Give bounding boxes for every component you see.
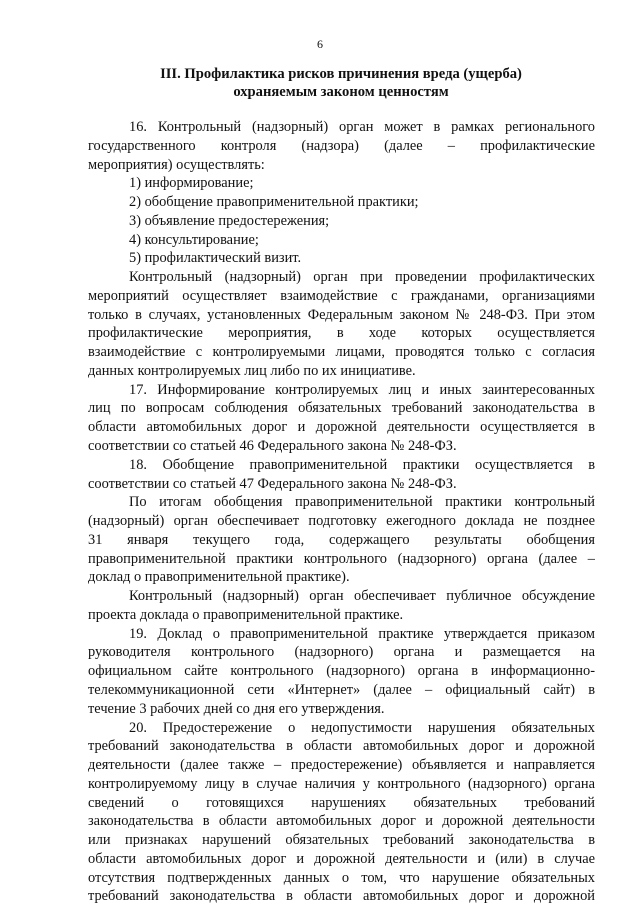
text-line: 19. Доклад о правоприменительной практике утверждается приказом	[129, 625, 595, 642]
text-line: 4) консультирование;	[129, 231, 259, 248]
text-line: 5) профилактический визит.	[129, 250, 302, 267]
text-line: 18. Обобщение правоприменительной практики осуществляется в	[129, 456, 595, 473]
text-line: профилактические мероприятия, в ходе которых осуществляется	[88, 325, 595, 342]
text-line: требований законодательства в области автомобильных дорог и дорожной	[88, 738, 595, 755]
page-number: 6	[317, 37, 323, 51]
text-line: соответствии со статьей 47 Федерального закона № 248-ФЗ.	[88, 475, 457, 492]
text-line: лиц по вопросам соблюдения обязательных требований законодательства в	[88, 400, 595, 417]
text-line: правоприменительной практики контрольного (надзорного) органа (далее –	[88, 550, 595, 567]
text-line: течение 3 рабочих дней со дня его утверждения.	[88, 700, 385, 717]
text-line: 31 января текущего года, содержащего результаты обобщения	[88, 531, 595, 548]
text-line: 16. Контрольный (надзорный) орган может в рамках регионального	[129, 119, 595, 135]
text-line: руководителя контрольного (надзорного) органа и размещается на	[88, 644, 595, 661]
text-line: законодательства в области автомобильных дорог и дорожной деятельности	[88, 813, 595, 830]
text-line: отсутствия подтвержденных данных о том, что нарушение обязательных	[88, 869, 595, 886]
text-line: 20. Предостережение о недопустимости нарушения обязательных	[129, 719, 595, 736]
text-line: или признаках нарушений обязательных требований законодательства в	[88, 832, 595, 849]
text-line: (надзорный) орган обеспечивает подготовку ежегодного доклада не позднее	[88, 513, 595, 530]
text-line: данных контролируемых лиц либо по их инициативе.	[88, 362, 416, 379]
text-line: официальном сайте контрольного (надзорного) органа в информационно-	[88, 663, 595, 680]
text-line: взаимодействие с контролируемыми лицами, проводятся только с согласия	[88, 344, 595, 361]
document-body	[88, 118, 595, 906]
text-line: требований законодательства в области автомобильных дорог и дорожной	[88, 888, 595, 905]
text-line: сведений о готовящихся нарушениях обязательных требований	[88, 794, 595, 811]
text-line: соответствии со статьей 46 Федерального закона № 248-ФЗ.	[88, 438, 457, 455]
text-line: проекта доклада о правоприменительной практике.	[88, 606, 404, 623]
text-line: 3) объявление предостережения;	[129, 212, 330, 229]
text-line: 1) информирование;	[129, 175, 254, 192]
text-line: телекоммуникационной сети «Интернет» (далее – официальный сайт) в	[88, 681, 595, 698]
text-line: области автомобильных дорог и дорожной деятельности и (или) в случае	[88, 850, 595, 867]
text-line: мероприятия) осуществлять:	[88, 156, 265, 173]
text-line: мероприятий осуществляет взаимодействие с гражданами, организациями	[88, 287, 595, 304]
text-line: доклад о правоприменительной практике).	[88, 569, 350, 586]
text-line: контролируемому лицу в случае наличия у контрольного (надзорного) органа	[88, 775, 595, 792]
text-line: По итогам обобщения правоприменительной практики контрольный	[129, 494, 595, 511]
section-heading-line-1: III. Профилактика рисков причинения вреда (ущерба)	[160, 66, 522, 82]
section-heading-line-2: охраняемым законом ценностям	[233, 84, 449, 100]
text-line: государственного контроля (надзора) (далее – профилактические	[88, 137, 595, 154]
text-line: области автомобильных дорог и дорожной деятельности осуществляется в	[88, 419, 595, 436]
text-line: Контрольный (надзорный) орган обеспечивает публичное обсуждение	[129, 588, 595, 605]
text-line: 2) обобщение правоприменительной практики;	[129, 194, 419, 211]
section-heading	[88, 65, 594, 101]
text-line: только в случаях, установленных Федеральным законом № 248-ФЗ. При этом	[88, 306, 595, 323]
text-line: Контрольный (надзорный) орган при проведении профилактических	[129, 269, 595, 286]
text-line: деятельности (далее также – предостережение) объявляется и направляется	[88, 757, 595, 774]
text-line: 17. Информирование контролируемых лиц и иных заинтересованных	[129, 381, 595, 398]
